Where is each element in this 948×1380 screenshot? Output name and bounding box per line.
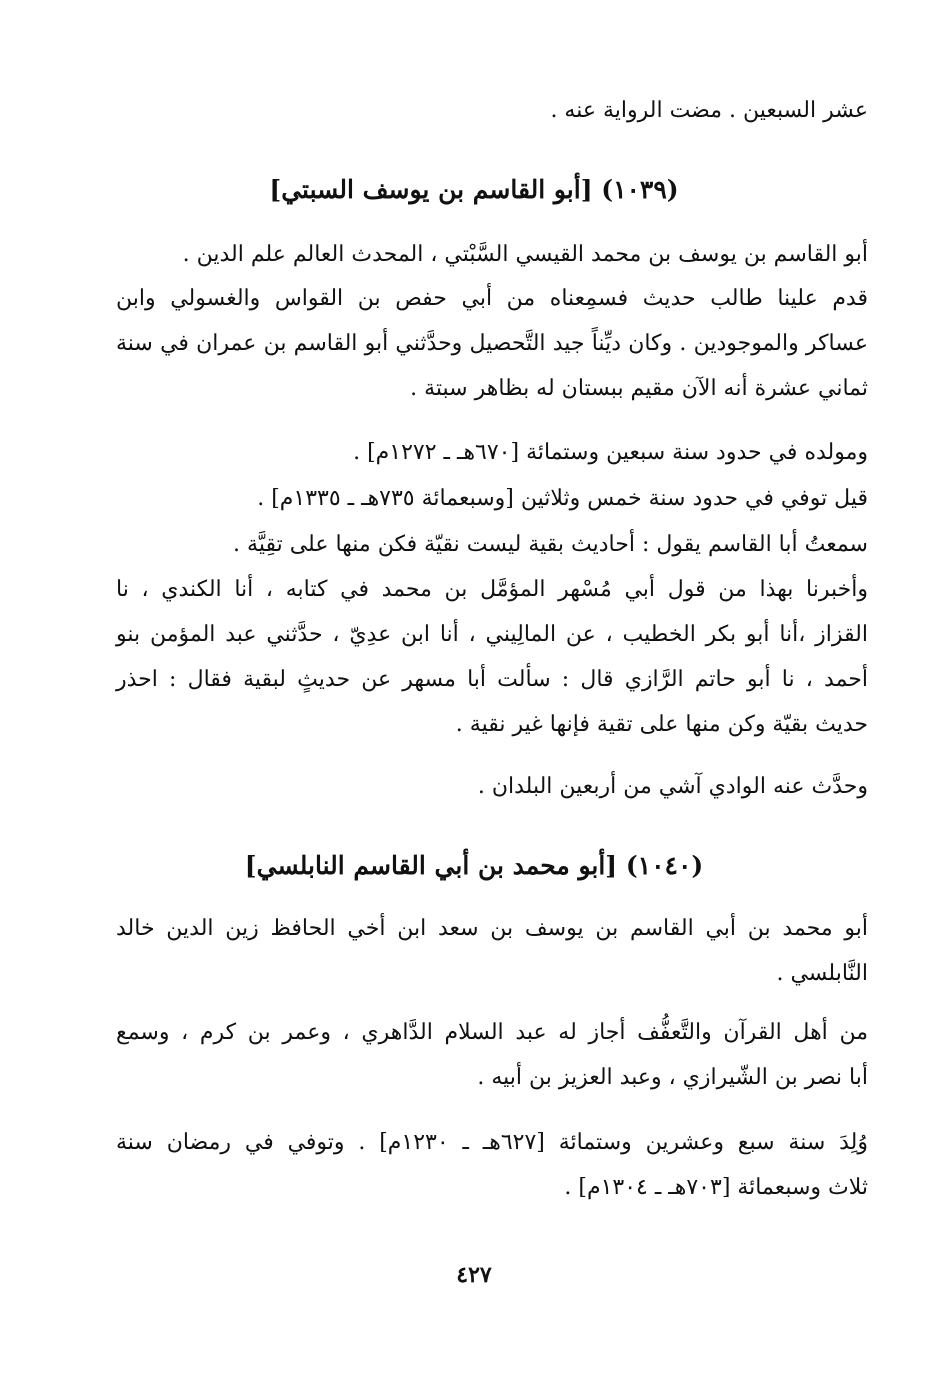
text-line: ومولده في حدود سنة سبعين وستمائة [٦٧٠هـ ـ ١٢٧٢م] . xyxy=(353,440,868,465)
page-number: ٤٢٧ xyxy=(456,1262,492,1288)
entry-1039-narration xyxy=(116,522,868,747)
entry-heading-1039: (١٠٣٩) [أبو القاسم بن يوسف السبتي] xyxy=(269,175,679,204)
text-line: أبو محمد بن أبي القاسم بن يوسف بن سعد ابن أخي الحافظ زين الدين خالد xyxy=(116,916,868,941)
text-line: أبا نصر بن الشّيرازي ، وعبد العزيز بن أبيه . xyxy=(477,1065,868,1090)
entry-1039-transmission xyxy=(116,764,868,809)
continuation-line: عشر السبعين . مضت الرواية عنه . xyxy=(550,98,868,123)
text-line: حديث بقيّة وكن منها على تقية فإنها غير نقية . xyxy=(455,712,868,737)
text-line: من أهل القرآن والتَّعفُّف أجاز له عبد السلام الدَّاهري ، وعمر بن كرم ، وسمع xyxy=(116,1020,868,1045)
text-line: أحمد ، نا أبو حاتم الرَّازي قال : سألت أبا مسهر عن حديثٍ لبقية فقال : احذر xyxy=(116,667,868,692)
text-line: وأخبرنا بهذا من قول أبي مُسْهر المؤمَّل بن محمد في كتابه ، أنا الكندي ، نا xyxy=(116,577,868,602)
text-line: وحدَّث عنه الوادي آشي من أربعين البلدان . xyxy=(477,774,868,799)
entry-1039-intro xyxy=(116,232,868,277)
text-line: سمعتُ أبا القاسم يقول : أحاديث بقية ليست نقيّة فكن منها على تقِيَّة . xyxy=(233,532,868,557)
text-line: قيل توفي في حدود سنة خمس وثلاثين [وسبعمائة ٧٣٥هـ ـ ١٣٣٥م] . xyxy=(257,486,868,511)
entry-1039-death xyxy=(116,476,868,521)
text-line: ثماني عشرة أنه الآن مقيم ببستان له بظاهر سبتة . xyxy=(410,376,868,401)
text-line: ثلاث وسبعمائة [٧٠٣هـ ـ ١٣٠٤م] . xyxy=(564,1175,868,1200)
text-line: القزاز ،أنا أبو بكر الخطيب ، عن المالِيني ، أنا ابن عدِيّ ، حدَّثني عبد المؤمن بنو xyxy=(116,622,868,647)
text-line: أبو القاسم بن يوسف بن محمد القيسي السَّبْتي ، المحدث العالم علم الدين . xyxy=(182,242,868,267)
continuation-paragraph xyxy=(116,88,868,133)
entry-1040-dates xyxy=(116,1120,868,1210)
text-line: قدم علينا طالب حديث فسمِعناه من أبي حفص بن القواس والغسولي وابن xyxy=(116,286,868,311)
entry-1040-biography xyxy=(116,1010,868,1100)
entry-1039-birth xyxy=(116,430,868,475)
entry-heading-1040: (١٠٤٠) [أبو محمد بن أبي القاسم النابلسي] xyxy=(244,851,704,880)
text-line: عساكر والموجودين . وكان ديِّناً جيد التَّحصيل وحدَّثني أبو القاسم بن عمران في سنة xyxy=(116,331,869,356)
entry-1040-intro xyxy=(116,906,868,996)
text-line: النَّابلسي . xyxy=(776,961,868,986)
entry-1039-biography xyxy=(116,276,868,411)
text-line: وُلِدَ سنة سبع وعشرين وستمائة [٦٢٧هـ ـ ١٢٣٠م] . وتوفي في رمضان سنة xyxy=(116,1130,868,1155)
